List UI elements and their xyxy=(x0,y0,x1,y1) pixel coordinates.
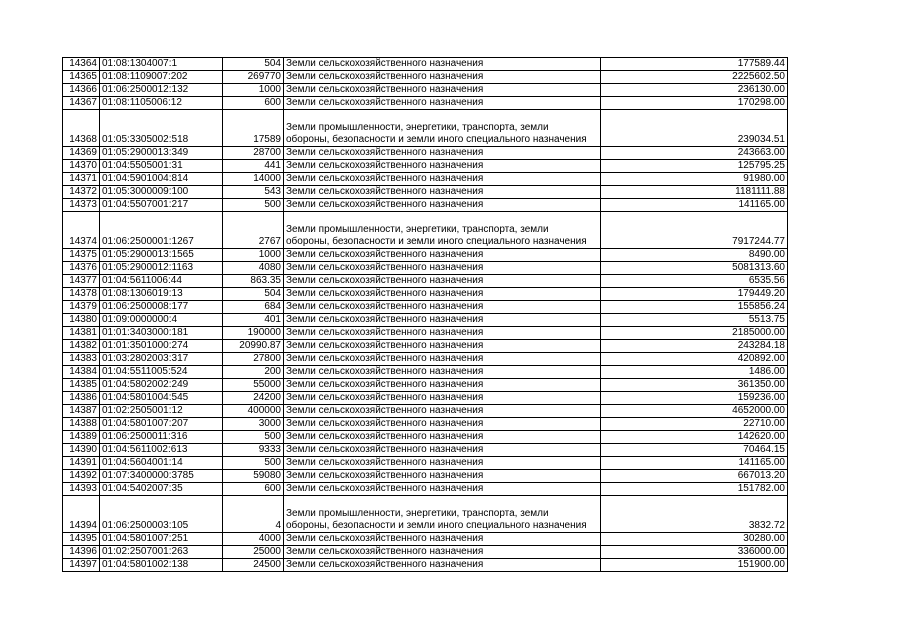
table-row xyxy=(63,199,788,212)
table-row xyxy=(63,457,788,470)
table-row xyxy=(63,470,788,483)
cadastral-number: 01:01:3403000:181 xyxy=(100,327,223,340)
cadastral-number: 01:04:5505001:31 xyxy=(100,160,223,173)
land-category: Земли сельскохозяйственного назначения xyxy=(284,470,601,483)
row-number: 14392 xyxy=(63,470,100,483)
parcel-area: 401 xyxy=(223,314,284,327)
parcel-area: 24200 xyxy=(223,392,284,405)
row-number: 14388 xyxy=(63,418,100,431)
cadastral-number: 01:05:2900012:1163 xyxy=(100,262,223,275)
parcel-area: 500 xyxy=(223,199,284,212)
cadastral-value: 70464.15 xyxy=(601,444,788,457)
table-row xyxy=(63,97,788,110)
table-row xyxy=(63,340,788,353)
cadastral-value: 155856.24 xyxy=(601,301,788,314)
row-number: 14393 xyxy=(63,483,100,496)
cadastral-value: 30280.00 xyxy=(601,533,788,546)
row-number: 14364 xyxy=(63,58,100,71)
row-number: 14368 xyxy=(63,110,100,147)
cadastral-number: 01:08:1304007:1 xyxy=(100,58,223,71)
table-row xyxy=(63,275,788,288)
cadastral-value: 91980.00 xyxy=(601,173,788,186)
parcel-area: 28700 xyxy=(223,147,284,160)
cadastral-value: 420892.00 xyxy=(601,353,788,366)
land-category: Земли сельскохозяйственного назначения xyxy=(284,327,601,340)
cadastral-number: 01:05:2900013:349 xyxy=(100,147,223,160)
table-row xyxy=(63,147,788,160)
cadastral-value: 170298.00 xyxy=(601,97,788,110)
row-number: 14381 xyxy=(63,327,100,340)
row-number: 14390 xyxy=(63,444,100,457)
cadastral-value: 3832.72 xyxy=(601,496,788,533)
cadastral-value: 5513.75 xyxy=(601,314,788,327)
table-row xyxy=(63,483,788,496)
land-category: Земли сельскохозяйственного назначения xyxy=(284,147,601,160)
cadastral-number: 01:02:2507001:263 xyxy=(100,546,223,559)
table-row xyxy=(63,84,788,97)
cadastral-number: 01:04:5801007:251 xyxy=(100,533,223,546)
cadastral-value: 243663.00 xyxy=(601,147,788,160)
cadastral-value: 2185000.00 xyxy=(601,327,788,340)
land-category: Земли промышленности, энергетики, транспорта, земли обороны, безопасности и земли иного специального назначения xyxy=(284,110,601,147)
row-number: 14373 xyxy=(63,199,100,212)
table-row xyxy=(63,444,788,457)
cadastral-value: 141165.00 xyxy=(601,457,788,470)
cadastral-number: 01:04:5901004:814 xyxy=(100,173,223,186)
cadastral-number: 01:04:5604001:14 xyxy=(100,457,223,470)
land-category: Земли сельскохозяйственного назначения xyxy=(284,314,601,327)
cadastral-number: 01:04:5801004:545 xyxy=(100,392,223,405)
cadastral-value: 179449.20 xyxy=(601,288,788,301)
cadastral-value: 22710.00 xyxy=(601,418,788,431)
parcel-area: 4080 xyxy=(223,262,284,275)
land-category: Земли сельскохозяйственного назначения xyxy=(284,301,601,314)
parcel-area: 2767 xyxy=(223,212,284,249)
table-row xyxy=(63,160,788,173)
parcel-area: 27800 xyxy=(223,353,284,366)
cadastral-value: 6535.56 xyxy=(601,275,788,288)
cadastral-number: 01:04:5801002:138 xyxy=(100,559,223,572)
land-category: Земли сельскохозяйственного назначения xyxy=(284,353,601,366)
land-category: Земли сельскохозяйственного назначения xyxy=(284,431,601,444)
row-number: 14371 xyxy=(63,173,100,186)
table-row xyxy=(63,173,788,186)
land-category: Земли сельскохозяйственного назначения xyxy=(284,366,601,379)
land-category: Земли сельскохозяйственного назначения xyxy=(284,559,601,572)
row-number: 14376 xyxy=(63,262,100,275)
cadastral-number: 01:06:2500012:132 xyxy=(100,84,223,97)
parcel-area: 600 xyxy=(223,483,284,496)
cadastral-number: 01:09:0000000:4 xyxy=(100,314,223,327)
table-row xyxy=(63,559,788,572)
cadastral-value: 5081313.60 xyxy=(601,262,788,275)
cadastral-value: 2225602.50 xyxy=(601,71,788,84)
cadastral-value: 1181111.88 xyxy=(601,186,788,199)
row-number: 14394 xyxy=(63,496,100,533)
table-row xyxy=(63,71,788,84)
table-row xyxy=(63,212,788,249)
cadastral-value: 142620.00 xyxy=(601,431,788,444)
land-category: Земли сельскохозяйственного назначения xyxy=(284,275,601,288)
parcel-area: 863.35 xyxy=(223,275,284,288)
land-category: Земли сельскохозяйственного назначения xyxy=(284,84,601,97)
row-number: 14377 xyxy=(63,275,100,288)
parcel-area: 4 xyxy=(223,496,284,533)
cadastral-value: 4652000.00 xyxy=(601,405,788,418)
land-category: Земли сельскохозяйственного назначения xyxy=(284,160,601,173)
cadastral-value: 243284.18 xyxy=(601,340,788,353)
table-row xyxy=(63,186,788,199)
cadastral-number: 01:04:5507001:217 xyxy=(100,199,223,212)
row-number: 14379 xyxy=(63,301,100,314)
parcel-area: 500 xyxy=(223,431,284,444)
cadastral-number: 01:07:3400000:3785 xyxy=(100,470,223,483)
row-number: 14372 xyxy=(63,186,100,199)
land-category: Земли сельскохозяйственного назначения xyxy=(284,340,601,353)
parcel-area: 59080 xyxy=(223,470,284,483)
land-category: Земли сельскохозяйственного назначения xyxy=(284,262,601,275)
table-row xyxy=(63,392,788,405)
row-number: 14367 xyxy=(63,97,100,110)
parcel-area: 400000 xyxy=(223,405,284,418)
cadastral-value: 141165.00 xyxy=(601,199,788,212)
parcel-area: 20990.87 xyxy=(223,340,284,353)
parcel-area: 14000 xyxy=(223,173,284,186)
cadastral-number: 01:05:3305002:518 xyxy=(100,110,223,147)
table-row xyxy=(63,533,788,546)
cadastral-value: 125795.25 xyxy=(601,160,788,173)
parcel-area: 17589 xyxy=(223,110,284,147)
table-row xyxy=(63,288,788,301)
parcel-area: 3000 xyxy=(223,418,284,431)
parcel-area: 500 xyxy=(223,457,284,470)
row-number: 14369 xyxy=(63,147,100,160)
cadastral-number: 01:04:5402007:35 xyxy=(100,483,223,496)
parcel-area: 1000 xyxy=(223,84,284,97)
land-category: Земли сельскохозяйственного назначения xyxy=(284,173,601,186)
table-row xyxy=(63,262,788,275)
row-number: 14395 xyxy=(63,533,100,546)
cadastral-number: 01:04:5611002:613 xyxy=(100,444,223,457)
parcel-area: 9333 xyxy=(223,444,284,457)
land-category: Земли сельскохозяйственного назначения xyxy=(284,483,601,496)
table-row xyxy=(63,110,788,147)
land-category: Земли сельскохозяйственного назначения xyxy=(284,457,601,470)
cadastral-number: 01:06:2500003:105 xyxy=(100,496,223,533)
row-number: 14396 xyxy=(63,546,100,559)
cadastral-value: 667013.20 xyxy=(601,470,788,483)
land-category: Земли сельскохозяйственного назначения xyxy=(284,392,601,405)
cadastral-value: 177589.44 xyxy=(601,58,788,71)
row-number: 14378 xyxy=(63,288,100,301)
land-category: Земли сельскохозяйственного назначения xyxy=(284,379,601,392)
land-category: Земли сельскохозяйственного назначения xyxy=(284,546,601,559)
cadastral-number: 01:06:2500011:316 xyxy=(100,431,223,444)
cadastral-number: 01:04:5611006:44 xyxy=(100,275,223,288)
table-row xyxy=(63,58,788,71)
row-number: 14385 xyxy=(63,379,100,392)
table-body xyxy=(63,58,788,572)
table-row xyxy=(63,327,788,340)
cadastral-number: 01:08:1306019:13 xyxy=(100,288,223,301)
land-category: Земли промышленности, энергетики, транспорта, земли обороны, безопасности и земли иного специального назначения xyxy=(284,212,601,249)
cadastral-value: 361350.00 xyxy=(601,379,788,392)
cadastral-number: 01:06:2500008:177 xyxy=(100,301,223,314)
cadastral-value: 1486.00 xyxy=(601,366,788,379)
parcel-area: 441 xyxy=(223,160,284,173)
land-category: Земли сельскохозяйственного назначения xyxy=(284,186,601,199)
cadastral-number: 01:04:5802002:249 xyxy=(100,379,223,392)
row-number: 14366 xyxy=(63,84,100,97)
table-row xyxy=(63,314,788,327)
table-row xyxy=(63,418,788,431)
table-row xyxy=(63,546,788,559)
land-parcels-table xyxy=(62,57,788,572)
row-number: 14391 xyxy=(63,457,100,470)
row-number: 14383 xyxy=(63,353,100,366)
cadastral-value: 239034.51 xyxy=(601,110,788,147)
parcel-area: 543 xyxy=(223,186,284,199)
parcel-area: 4000 xyxy=(223,533,284,546)
table-row xyxy=(63,431,788,444)
land-category: Земли сельскохозяйственного назначения xyxy=(284,533,601,546)
land-category: Земли сельскохозяйственного назначения xyxy=(284,405,601,418)
cadastral-number: 01:01:3501000:274 xyxy=(100,340,223,353)
parcel-area: 504 xyxy=(223,288,284,301)
table-row xyxy=(63,353,788,366)
cadastral-number: 01:08:1105006:12 xyxy=(100,97,223,110)
table-row xyxy=(63,301,788,314)
land-category: Земли сельскохозяйственного назначения xyxy=(284,71,601,84)
parcel-area: 24500 xyxy=(223,559,284,572)
land-category: Земли сельскохозяйственного назначения xyxy=(284,249,601,262)
cadastral-number: 01:08:1109007:202 xyxy=(100,71,223,84)
land-category: Земли сельскохозяйственного назначения xyxy=(284,199,601,212)
land-category: Земли сельскохозяйственного назначения xyxy=(284,288,601,301)
cadastral-number: 01:02:2505001:12 xyxy=(100,405,223,418)
table-row xyxy=(63,405,788,418)
cadastral-value: 151900.00 xyxy=(601,559,788,572)
parcel-area: 200 xyxy=(223,366,284,379)
land-category: Земли сельскохозяйственного назначения xyxy=(284,444,601,457)
row-number: 14386 xyxy=(63,392,100,405)
land-category: Земли сельскохозяйственного назначения xyxy=(284,418,601,431)
row-number: 14374 xyxy=(63,212,100,249)
cadastral-value: 336000.00 xyxy=(601,546,788,559)
cadastral-number: 01:05:3000009:100 xyxy=(100,186,223,199)
row-number: 14365 xyxy=(63,71,100,84)
cadastral-number: 01:05:2900013:1565 xyxy=(100,249,223,262)
cadastral-number: 01:03:2802003:317 xyxy=(100,353,223,366)
parcel-area: 55000 xyxy=(223,379,284,392)
parcel-area: 504 xyxy=(223,58,284,71)
cadastral-value: 159236.00 xyxy=(601,392,788,405)
cadastral-value: 236130.00 xyxy=(601,84,788,97)
parcel-area: 269770 xyxy=(223,71,284,84)
parcel-area: 1000 xyxy=(223,249,284,262)
parcel-area: 25000 xyxy=(223,546,284,559)
cadastral-value: 8490.00 xyxy=(601,249,788,262)
row-number: 14375 xyxy=(63,249,100,262)
row-number: 14380 xyxy=(63,314,100,327)
row-number: 14382 xyxy=(63,340,100,353)
land-category: Земли промышленности, энергетики, транспорта, земли обороны, безопасности и земли иного специального назначения xyxy=(284,496,601,533)
table-row xyxy=(63,249,788,262)
cadastral-value: 151782.00 xyxy=(601,483,788,496)
land-category: Земли сельскохозяйственного назначения xyxy=(284,58,601,71)
table-row xyxy=(63,496,788,533)
parcel-area: 190000 xyxy=(223,327,284,340)
row-number: 14370 xyxy=(63,160,100,173)
row-number: 14389 xyxy=(63,431,100,444)
row-number: 14397 xyxy=(63,559,100,572)
row-number: 14384 xyxy=(63,366,100,379)
row-number: 14387 xyxy=(63,405,100,418)
parcel-area: 600 xyxy=(223,97,284,110)
table-row xyxy=(63,366,788,379)
cadastral-number: 01:06:2500001:1267 xyxy=(100,212,223,249)
cadastral-number: 01:04:5801007:207 xyxy=(100,418,223,431)
table-row xyxy=(63,379,788,392)
parcel-area: 684 xyxy=(223,301,284,314)
cadastral-value: 7917244.77 xyxy=(601,212,788,249)
cadastral-number: 01:04:5511005:524 xyxy=(100,366,223,379)
land-category: Земли сельскохозяйственного назначения xyxy=(284,97,601,110)
